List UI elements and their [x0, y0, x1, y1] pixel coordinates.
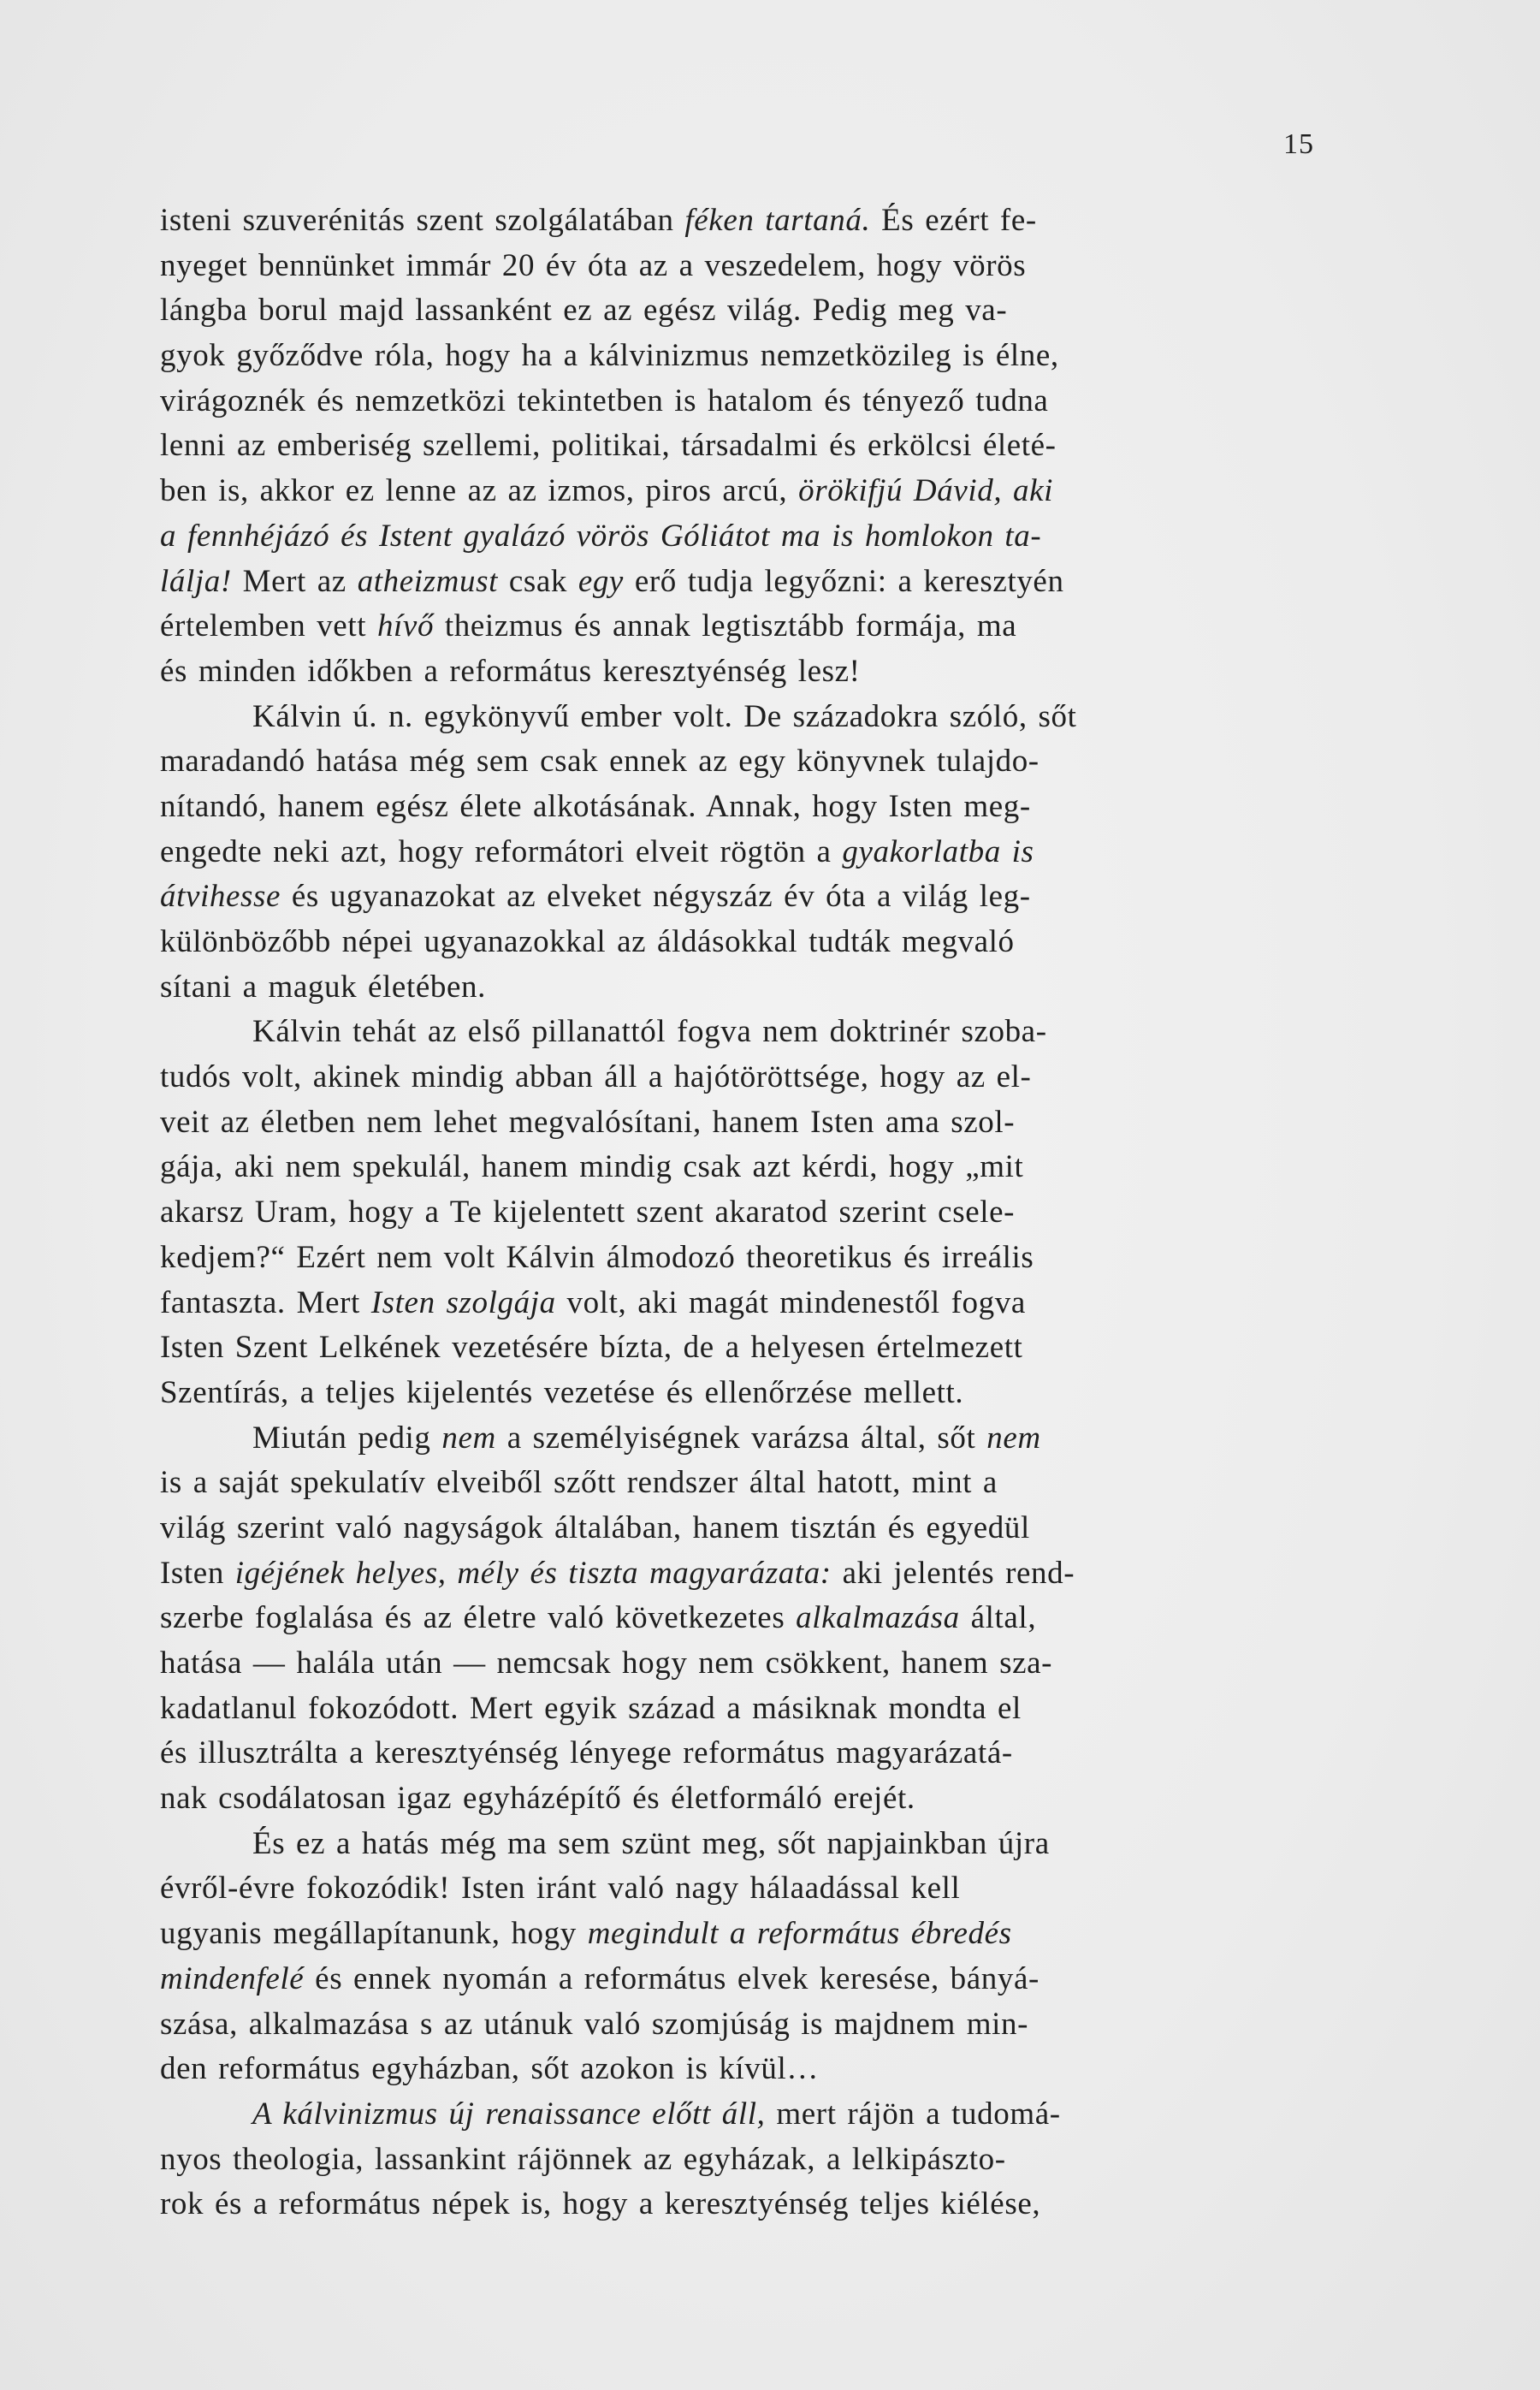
text-line — [160, 1055, 1341, 1100]
text-run: Mert az — [231, 563, 358, 599]
text-run: kadatlanul fokozódott. Mert egyik század a másiknak mondta el — [160, 1690, 1022, 1726]
text-line — [160, 1866, 1341, 1912]
italic-text: A kálvinizmus új renaissance előtt áll, — [252, 2096, 766, 2132]
text-line — [160, 334, 1341, 379]
text-run: maradandó hatása még sem csak ennek az egy könyvnek tulajdo- — [160, 744, 1040, 780]
body-text — [160, 199, 1341, 2227]
text-line — [160, 1912, 1341, 1957]
italic-text: átvihesse — [160, 879, 281, 915]
text-run: és illusztrálta a keresztyénség lényege református magyarázatá- — [160, 1735, 1013, 1771]
text-line — [160, 469, 1341, 514]
text-run: hatása — halála után — nemcsak hogy nem csökkent, hanem sza- — [160, 1646, 1053, 1681]
text-line — [160, 2182, 1341, 2227]
italic-text: atheizmust — [357, 563, 498, 599]
text-run: És ezért fe- — [870, 203, 1037, 238]
italic-text: lálja! — [160, 563, 232, 599]
text-run: és ugyanazokat az elveket négyszáz év óta a világ leg- — [281, 879, 1031, 915]
text-run: világ szerint való nagyságok általában, hanem tisztán és egyedül — [160, 1509, 1030, 1545]
text-line — [160, 1190, 1341, 1236]
text-line — [160, 288, 1341, 334]
italic-text: nem — [441, 1420, 496, 1456]
text-run: gája, aki nem spekulál, hanem mindig csak azt kérdi, hogy „mit — [160, 1149, 1024, 1185]
text-run: kedjem?“ Ezért nem volt Kálvin álmodozó theoretikus és irreális — [160, 1239, 1034, 1275]
text-line — [160, 785, 1341, 830]
text-run: engedte neki azt, hogy reformátori elveit rögtön a — [160, 833, 843, 869]
text-run: lenni az emberiség szellemi, politikai, társadalmi és erkölcsi életé- — [160, 428, 1057, 464]
text-run: Miután pedig — [252, 1420, 442, 1456]
page-number: 15 — [1283, 128, 1314, 160]
text-run: Szentírás, a teljes kijelentés vezetése és ellenőrzése mellett. — [160, 1374, 964, 1410]
text-run: volt, aki magát mindenestől fogva — [555, 1284, 1026, 1320]
text-line — [160, 739, 1341, 785]
text-line — [160, 1957, 1341, 2002]
text-run: és minden időkben a református keresztyénség lesz! — [160, 653, 861, 689]
text-line — [160, 424, 1341, 469]
text-run: aki jelentés rend- — [831, 1555, 1075, 1591]
text-run: évről-évre fokozódik! Isten iránt való nagy hálaadással kell — [160, 1871, 961, 1907]
text-run: sítani a maguk életében. — [160, 969, 486, 1005]
text-run: és ennek nyomán a református elvek keresése, bányá- — [304, 1960, 1040, 1996]
italic-text: a fennhéjázó és Istent gyalázó vörös Góliátot ma is homlokon ta- — [160, 518, 1042, 554]
text-run: isteni szuverénitás szent szolgálatában — [160, 203, 685, 238]
text-line — [160, 604, 1341, 649]
text-line — [160, 1325, 1341, 1371]
text-run: mert rájön a tudomá- — [765, 2096, 1061, 2132]
text-line — [160, 2002, 1341, 2048]
text-run: nyeget bennünket immár 20 év óta az a veszedelem, hogy vörös — [160, 247, 1027, 283]
text-line — [160, 1145, 1341, 1190]
text-line — [160, 1461, 1341, 1506]
text-line — [160, 1687, 1341, 1732]
text-run: által, — [959, 1600, 1037, 1636]
text-run: Isten Szent Lelkének vezetésére bízta, de a helyesen értelmezett — [160, 1330, 1023, 1366]
text-line — [160, 920, 1341, 965]
italic-text: Isten szolgája — [370, 1284, 556, 1320]
text-run: den református egyházban, sőt azokon is kívül… — [160, 2051, 819, 2087]
text-run: És ez a hatás még ma sem szünt meg, sőt napjainkban újra — [252, 1825, 1050, 1861]
italic-text: egy — [578, 563, 624, 599]
text-line — [160, 1281, 1341, 1326]
text-run: ugyanis megállapítanunk, hogy — [160, 1916, 588, 1952]
text-run: csak — [497, 563, 578, 599]
italic-text: féken tartaná. — [684, 203, 871, 238]
text-run: gyok győződve róla, hogy ha a kálvinizmus nemzetközileg is élne, — [160, 338, 1059, 374]
text-run: nyos theologia, lassankint rájönnek az egyházak, a lelkipászto- — [160, 2141, 1006, 2177]
text-line — [160, 1731, 1341, 1776]
italic-text: örökifjú Dávid, aki — [798, 473, 1054, 509]
text-line — [160, 2092, 1341, 2138]
text-line — [160, 830, 1341, 875]
text-run: fantaszta. Mert — [160, 1284, 371, 1320]
text-line — [160, 1551, 1341, 1597]
text-line — [160, 560, 1341, 605]
text-run: szása, alkalmazása s az utánuk való szomjúság is majdnem min- — [160, 2006, 1029, 2042]
text-line — [160, 875, 1341, 920]
italic-text: gyakorlatba is — [842, 833, 1034, 869]
text-line — [160, 1506, 1341, 1551]
text-run: szerbe foglalása és az életre való következetes — [160, 1600, 797, 1636]
italic-text: nem — [986, 1420, 1041, 1456]
text-line — [160, 695, 1341, 740]
text-run: ben is, akkor ez lenne az az izmos, piros arcú, — [160, 473, 799, 509]
text-line — [160, 1416, 1341, 1462]
text-line — [160, 1100, 1341, 1146]
text-line — [160, 514, 1341, 560]
italic-text: hívő — [376, 608, 435, 644]
text-run: nítandó, hanem egész élete alkotásának. Annak, hogy Isten meg- — [160, 788, 1031, 824]
text-run: értelemben vett — [160, 608, 377, 644]
text-run: theizmus és annak legtisztább formája, ma — [434, 608, 1017, 644]
text-run: virágoznék és nemzetközi tekintetben is hatalom és tényező tudna — [160, 383, 1049, 418]
italic-text: mindenfelé — [160, 1960, 305, 1996]
text-line — [160, 244, 1341, 289]
text-run: Kálvin tehát az első pillanattól fogva nem doktrinér szoba- — [252, 1014, 1047, 1050]
text-line — [160, 1822, 1341, 1867]
text-run: is a saját spekulatív elveiből szőtt rendszer által hatott, mint a — [160, 1465, 998, 1501]
text-line — [160, 649, 1341, 695]
text-run: akarsz Uram, hogy a Te kijelentett szent akaratod szerint csele- — [160, 1195, 1016, 1231]
text-line — [160, 1010, 1341, 1055]
italic-text: igéjének helyes, mély és tiszta magyarázata: — [234, 1555, 832, 1591]
text-run: lángba borul majd lassanként ez az egész világ. Pedig meg va- — [160, 293, 1008, 329]
text-line — [160, 199, 1341, 244]
text-run: nak csodálatosan igaz egyházépítő és életformáló erejét. — [160, 1781, 915, 1817]
text-run: rok és a református népek is, hogy a keresztyénség teljes kiélése, — [160, 2186, 1041, 2222]
text-run: különbözőbb népei ugyanazokkal az áldásokkal tudták megvaló — [160, 924, 1015, 959]
text-run: Isten — [160, 1555, 235, 1591]
text-run: Kálvin ú. n. egykönyvű ember volt. De századokra szóló, sőt — [252, 698, 1077, 734]
text-run: tudós volt, akinek mindig abban áll a hajótöröttsége, hogy az el- — [160, 1059, 1032, 1095]
text-line — [160, 1371, 1341, 1416]
text-line — [160, 379, 1341, 424]
text-run: veit az életben nem lehet megvalósítani, hanem Isten ama szol- — [160, 1104, 1016, 1140]
text-line — [160, 1596, 1341, 1641]
italic-text: megindult a református ébredés — [587, 1916, 1012, 1952]
text-line — [160, 1641, 1341, 1687]
text-line — [160, 2138, 1341, 2183]
text-line — [160, 965, 1341, 1011]
italic-text: alkalmazása — [796, 1600, 960, 1636]
text-run: erő tudja legyőzni: a keresztyén — [623, 563, 1064, 599]
text-run: a személyiségnek varázsa által, sőt — [495, 1420, 987, 1456]
text-line — [160, 1776, 1341, 1822]
text-line — [160, 2047, 1341, 2092]
text-line — [160, 1236, 1341, 1281]
